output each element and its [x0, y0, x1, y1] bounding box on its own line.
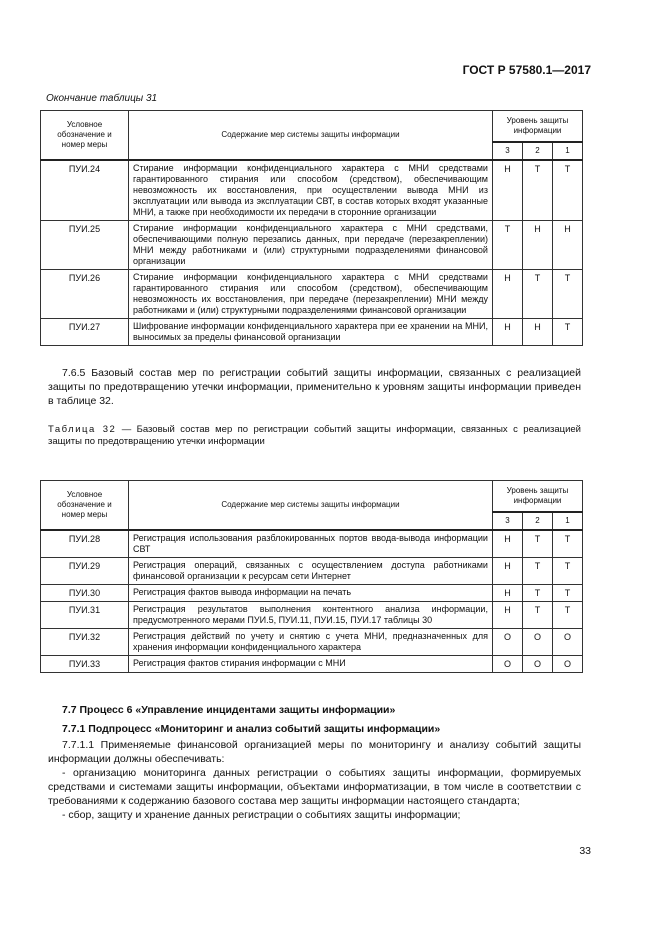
table-row [41, 160, 583, 221]
measure-code: ПУИ.33 [41, 656, 129, 673]
section-7-7-heading: 7.7 Процесс 6 «Управление инцидентами защиты информации» [62, 704, 396, 716]
header-level-3: 3 [492, 512, 522, 530]
measure-text: Регистрация действий по учету и снятию с учета МНИ, предназначенных для хранения информации конфиденциального характера [129, 629, 493, 656]
table-row [41, 585, 583, 602]
header-content: Содержание мер системы защиты информации [129, 111, 493, 161]
level-2-value: Т [522, 160, 552, 221]
level-1-value: Н [552, 221, 582, 270]
header-level-3: 3 [492, 142, 522, 160]
section-7-7-1-heading: 7.7.1 Подпроцесс «Мониторинг и анализ событий защиты информации» [62, 723, 441, 735]
section-7-7-1-body [48, 738, 581, 822]
level-3-value: О [492, 629, 522, 656]
measure-code: ПУИ.26 [41, 270, 129, 319]
measure-code: ПУИ.28 [41, 530, 129, 558]
table31-caption: Окончание таблицы 31 [46, 93, 158, 104]
measure-code: ПУИ.27 [41, 319, 129, 346]
bullet-item: - сбор, защиту и хранение данных регистрации о событиях защиты информации; [62, 809, 461, 821]
level-2-value: О [522, 629, 552, 656]
measure-code: ПУИ.24 [41, 160, 129, 221]
level-2-value: Н [522, 221, 552, 270]
measure-code: ПУИ.31 [41, 602, 129, 629]
standard-header: ГОСТ Р 57580.1—2017 [462, 63, 591, 77]
measure-text: Регистрация результатов выполнения контентного анализа информации, предусмотренного мерами ПУИ.5, ПУИ.11, ПУИ.15, ПУИ.17 таблицы 30 [129, 602, 493, 629]
table32-caption-text: — Базовый состав мер по регистрации событий защиты информации, связанных с реализацией защиты по предотвращению утечки информации [48, 424, 581, 447]
measure-text: Стирание информации конфиденциального характера с МНИ средствами, обеспечивающими полную перезапись данных, при передаче (перезакреплении) МНИ между работниками и (или) структурными подразделениями финансовой организации [129, 221, 493, 270]
header-content: Содержание мер системы защиты информации [129, 481, 493, 531]
table-row [41, 530, 583, 558]
table-row [41, 558, 583, 585]
measure-text: Регистрация использования разблокированных портов ввода-вывода информации СВТ [129, 530, 493, 558]
header-level: Уровень защиты информации [492, 481, 582, 513]
level-2-value: Т [522, 270, 552, 319]
measure-code: ПУИ.30 [41, 585, 129, 602]
level-2-value: Т [522, 530, 552, 558]
table-row [41, 319, 583, 346]
level-1-value: Т [552, 530, 582, 558]
paragraph-7-6-5: 7.6.5 Базовый состав мер по регистрации событий защиты информации, связанных с реализацией защиты по предотвращению утечки информации, применительно к уровням защиты информации приведен в таблице 32. [48, 367, 581, 407]
level-3-value: Н [492, 602, 522, 629]
level-3-value: Т [492, 221, 522, 270]
level-1-value: Т [552, 270, 582, 319]
table-row [41, 270, 583, 319]
level-3-value: Н [492, 558, 522, 585]
table32-caption [48, 424, 581, 448]
level-3-value: Н [492, 270, 522, 319]
measure-text: Стирание информации конфиденциального характера с МНИ средствами гарантированного стирания или способом (средством), обеспечивающим невозможность их восстановления, при передаче (перезакреплении) МНИ между работниками и (или) структурными подразделениями финансовой организации [129, 270, 493, 319]
level-2-value: Т [522, 585, 552, 602]
page-number: 33 [579, 845, 591, 857]
level-1-value: Т [552, 602, 582, 629]
level-3-value: Н [492, 319, 522, 346]
header-code: Условное обозначение и номер меры [41, 111, 129, 161]
level-1-value: Т [552, 319, 582, 346]
measure-text: Шифрование информации конфиденциального характера при ее хранении на МНИ, выносимых за пределы финансовой организации [129, 319, 493, 346]
header-level-1: 1 [552, 142, 582, 160]
level-1-value: Т [552, 558, 582, 585]
table-row [41, 629, 583, 656]
measure-text: Стирание информации конфиденциального характера с МНИ средствами гарантированного стирания или способом (средством), обеспечивающим невозможность их восстановления, при осуществлении вывода МНИ из эксплуатации или вывода из эксплуатации СВТ, в состав которых входят указанные МНИ, а также при необходимости их передачи в сторонние организации [129, 160, 493, 221]
table-row [41, 221, 583, 270]
measure-text: Регистрация операций, связанных с осуществлением доступа работниками финансовой организации к ресурсам сети Интернет [129, 558, 493, 585]
header-level-1: 1 [552, 512, 582, 530]
measure-code: ПУИ.25 [41, 221, 129, 270]
table-row [41, 602, 583, 629]
bullet-item: - организацию мониторинга данных регистрации о событиях защиты информации, формируемых средствами и системами защиты информации, объектами информатизации, в том числе в соответствии с требованиями к содержанию базового состава мер защиты информации настоящего стандарта; [48, 767, 581, 807]
level-1-value: О [552, 629, 582, 656]
level-1-value: О [552, 656, 582, 673]
level-1-value: Т [552, 160, 582, 221]
level-3-value: Н [492, 585, 522, 602]
table-32 [40, 480, 583, 673]
level-3-value: Н [492, 530, 522, 558]
level-2-value: Н [522, 319, 552, 346]
table-row [41, 656, 583, 673]
level-3-value: О [492, 656, 522, 673]
level-1-value: Т [552, 585, 582, 602]
measure-text: Регистрация фактов стирания информации с МНИ [129, 656, 493, 673]
measure-text: Регистрация фактов вывода информации на печать [129, 585, 493, 602]
level-2-value: Т [522, 602, 552, 629]
header-level: Уровень защиты информации [492, 111, 582, 143]
paragraph-7-7-1-1: 7.7.1.1 Применяемые финансовой организацией меры по мониторингу и анализу событий защиты информации должны обеспечивать: [48, 739, 581, 765]
measure-code: ПУИ.29 [41, 558, 129, 585]
level-2-value: Т [522, 558, 552, 585]
table-31 [40, 110, 583, 346]
header-level-2: 2 [522, 512, 552, 530]
level-3-value: Н [492, 160, 522, 221]
header-level-2: 2 [522, 142, 552, 160]
header-code: Условное обозначение и номер меры [41, 481, 129, 531]
level-2-value: О [522, 656, 552, 673]
measure-code: ПУИ.32 [41, 629, 129, 656]
table32-caption-label: Таблица 32 [48, 424, 117, 435]
